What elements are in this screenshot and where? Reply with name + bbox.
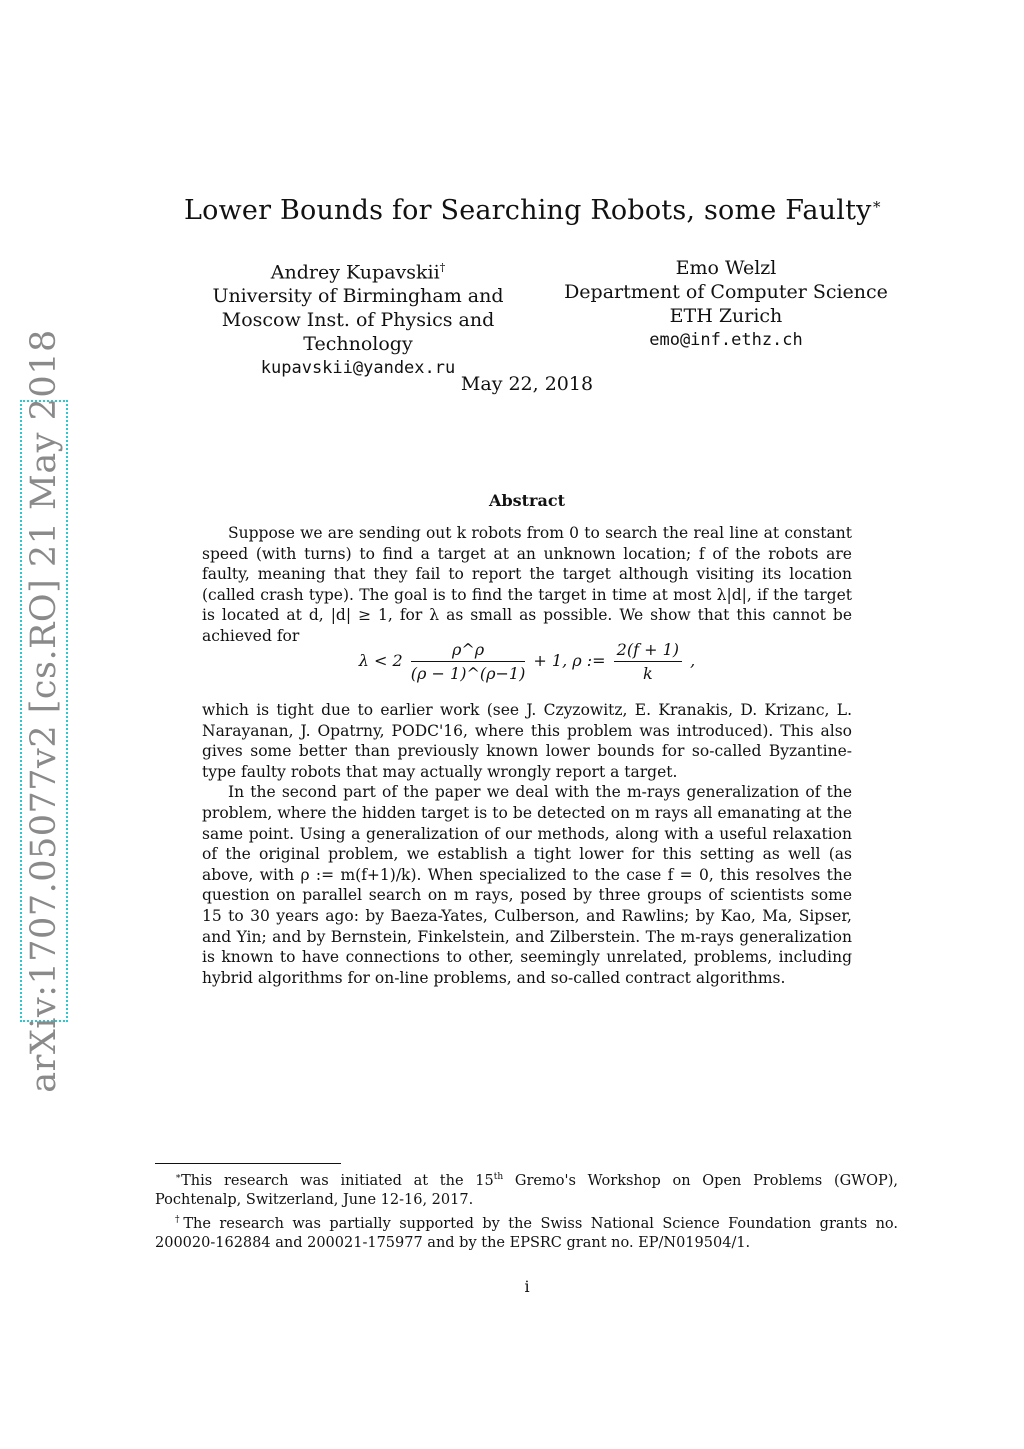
footnote-text: The research was partially supported by the Swiss National Science Foundation grants no. 200020-162884 and 200021-175977 and by the EPSRC grant no. EP/N019504/1.: [155, 1215, 899, 1252]
footnote-mark: ∗: [175, 1172, 182, 1182]
footnote-2: [155, 1211, 898, 1254]
equation-lhs: λ < 2: [358, 651, 403, 670]
abstract-text: which is tight due to earlier work (see J. Czyzowitz, E. Kranakis, D. Krizanc, L. Narayanan, J. Opatrny, PODC'16, where this problem was introduced). This also gives some better than previously known lower bounds for so-called Byzantine-type faulty robots that may actually wrongly report a target.: [202, 701, 852, 781]
fraction-numerator: 2(f + 1): [614, 640, 682, 662]
author-block-1: [170, 256, 546, 380]
abstract-heading: Abstract: [489, 491, 565, 510]
footnote-rule: [155, 1163, 341, 1164]
equation-fraction-2: [614, 640, 682, 683]
equation-tail: ,: [690, 651, 696, 670]
fraction-denominator: (ρ − 1)^(ρ−1): [410, 664, 526, 683]
title-footnote-mark: ∗: [871, 195, 882, 213]
paper-title: [0, 195, 1024, 226]
footnote-text: Gremo's Workshop on Open Problems (GWOP), Pochtenalp, Switzerland, June 12-16, 2017.: [155, 1172, 898, 1209]
author-block-2: [564, 256, 888, 352]
fraction-denominator: k: [642, 664, 653, 683]
author-footnote-mark: †: [439, 261, 446, 274]
author-name: Andrey Kupavskii: [270, 261, 440, 284]
fraction-numerator: ρ^ρ: [411, 640, 526, 662]
author-name: Emo Welzl: [675, 257, 777, 279]
abstract-paragraph-2: [202, 700, 852, 988]
footnote-text: This research was initiated at the 15: [181, 1172, 494, 1189]
author-affiliation: Moscow Inst. of Physics and Technology: [221, 309, 495, 356]
author-affiliation: ETH Zurich: [669, 305, 783, 327]
footnote-mark: †: [175, 1214, 184, 1225]
author-affiliation: University of Birmingham and: [212, 285, 504, 308]
equation-middle: + 1, ρ :=: [533, 651, 606, 670]
abstract-text: Suppose we are sending out k robots from 0 to search the real line at constant speed (with turns) to find a target at an unknown location; f of the robots are faulty, meaning that they fail to report the target although visiting its location (called crash type). The goal is to find the target in time at most λ|d|, if the target is located at d, |d| ≥ 1, for λ as small as possible. We show that this cannot be achieved for: [202, 524, 852, 645]
author-email: kupavskii@yandex.ru: [260, 358, 456, 379]
equation-fraction-1: [411, 640, 526, 683]
footnotes: [155, 1168, 898, 1254]
main-equation: [202, 640, 852, 688]
abstract-text: In the second part of the paper we deal with the m-rays generalization of the problem, where the hidden target is to be detected on m rays all emanating at the same point. Using a generalization of our methods, along with a useful relaxation of the original problem, we establish a tight lower for this setting as well (as above, with ρ := m(f+1)/k). When specialized to the case f = 0, this resolves the question on parallel search on m rays, posed by three groups of scientists some 15 to 30 years ago: by Baeza-Yates, Culberson, and Rawlins; by Kao, Ma, Sipser, and Yin; and by Bernstein, Finkelstein, and Zilberstein. The m-rays generalization is known to have connections to other, seemingly unrelated, problems, including hybrid algorithms for on-line problems, and so-called contract algorithms.: [202, 783, 852, 987]
abstract-paragraph-1: [202, 523, 852, 647]
paper-date: May 22, 2018: [460, 373, 594, 395]
author-email: emo@inf.ethz.ch: [649, 330, 803, 350]
footnote-1: [155, 1168, 898, 1211]
title-text: Lower Bounds for Searching Robots, some Faulty: [184, 195, 872, 226]
page-number: i: [524, 1277, 530, 1296]
arxiv-id-text: arXiv:1707.05077v2 [cs.RO] 21 May 2018: [24, 329, 64, 1093]
author-affiliation: Department of Computer Science: [564, 281, 888, 303]
footnote-superscript: th: [493, 1172, 504, 1182]
